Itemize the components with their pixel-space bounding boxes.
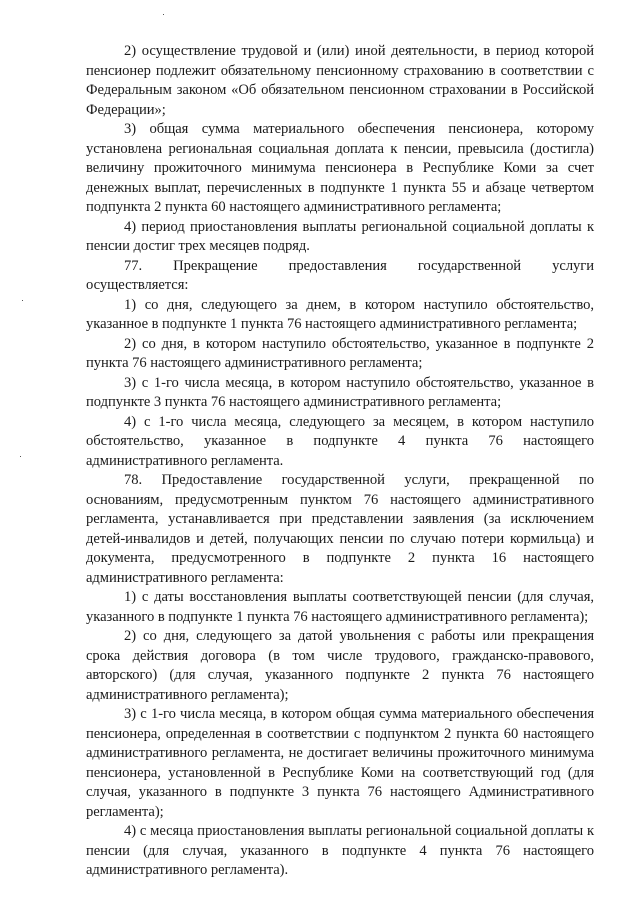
paragraph-item-4: 4) период приостановления выплаты региональной социальной доплаты к пенсии достиг трех месяцев подряд. (86, 218, 594, 254)
clause-77-item-3: 3) с 1-го числа месяца, в котором наступило обстоятельство, указанное в подпункте 3 пункта 76 настоящего административного регламента; (86, 374, 594, 410)
paragraph-item-3: 3) общая сумма материального обеспечения пенсионера, которому установлена региональная социальная доплата к пенсии, превысила (достигла) величину прожиточного минимума пенсионера в Республике Коми за счет денежных выплат, перечисленных в подпункте 1 пункта 55 и абзаце четвертом подпункта 2 пункта 60 настоящего административного регламента; (86, 121, 594, 215)
clause-78: 78. Предоставление государственной услуги, прекращенной по основаниям, предусмотренным пунктом 76 настоящего административного регламента, устанавливается при представлении заявления (за исключением детей-инвалидов и детей, получающих пенсии по случаю потери кормильца) и документа, предусмотренного в подпункте 2 пункта 16 настоящего административного регламента: (86, 472, 594, 586)
clause-78-item-1: 1) с даты восстановления выплаты соответствующей пенсии (для случая, указанного в подпункте 1 пункта 76 настоящего административного регламента); (86, 589, 594, 625)
clause-77-item-1: 1) со дня, следующего за днем, в котором наступило обстоятельство, указанное в подпункте 1 пункта 76 настоящего административного регламента; (86, 296, 594, 332)
scan-speck (20, 456, 21, 457)
clause-78-item-3: 3) с 1-го числа месяца, в котором общая сумма материального обеспечения пенсионера, определенная в соответствии с подпунктом 2 пункта 60 настоящего административного регламента, не достигает величины прожиточного минимума пенсионера, установленной в Республике Коми на соответствующий год (для случая, указанного в подпункте 3 пункта 76 настоящего Административного регламента); (86, 706, 594, 820)
clause-77-item-2: 2) со дня, в котором наступило обстоятельство, указанное в подпункте 2 пункта 76 настоящего административного регламента; (86, 335, 594, 371)
scan-speck (22, 300, 23, 301)
document-page (86, 42, 594, 881)
clause-77-item-4: 4) с 1-го числа месяца, следующего за месяцем, в котором наступило обстоятельство, указанное в подпункте 4 пункта 76 настоящего административного регламента. (86, 413, 594, 469)
clause-77: 77. Прекращение предоставления государственной услуги осуществляется: (86, 257, 594, 293)
scan-speck (163, 14, 164, 15)
clause-78-item-2: 2) со дня, следующего за датой увольнения с работы или прекращения срока действия договора (в том числе трудового, гражданско-правового, авторского) (для случая, указанного подпункте 2 пункта 76 настоящего административного регламента); (86, 628, 594, 703)
clause-78-item-4: 4) с месяца приостановления выплаты региональной социальной доплаты к пенсии (для случая, указанного в подпункте 4 пункта 76 настоящего административного регламента). (86, 823, 594, 878)
paragraph-item-2: 2) осуществление трудовой и (или) иной деятельности, в период которой пенсионер подлежит обязательному пенсионному страхованию в соответствии с Федеральным законом «Об обязательном пенсионном страховании в Российской Федерации»; (86, 43, 594, 118)
